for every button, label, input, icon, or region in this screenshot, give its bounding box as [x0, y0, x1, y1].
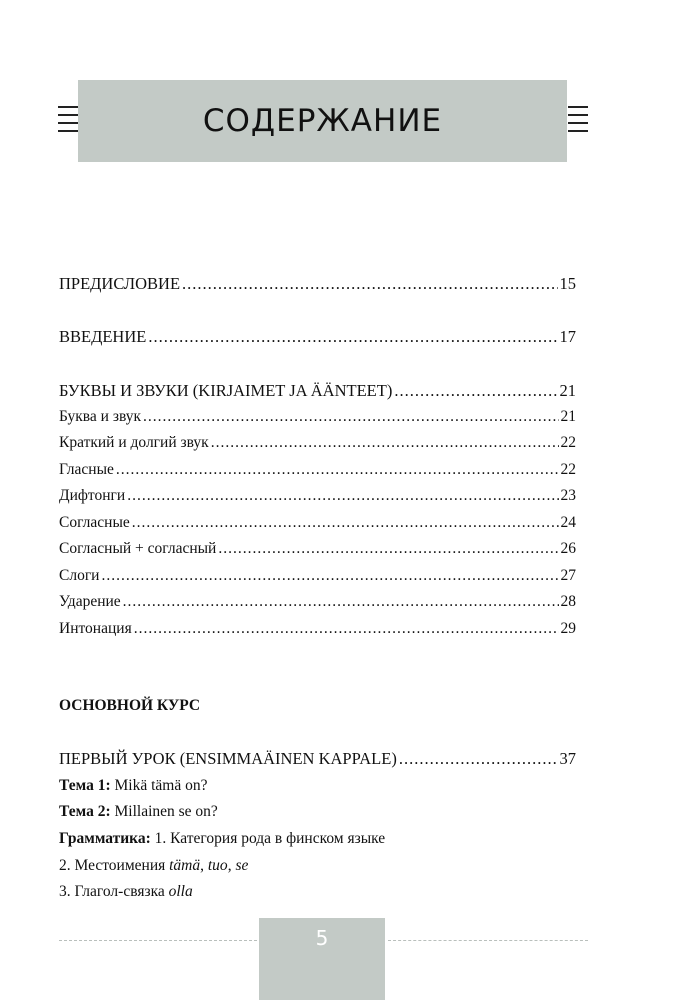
header-band [78, 80, 567, 162]
lesson-grammar-2 [59, 856, 248, 876]
lesson-topic-1 [59, 776, 207, 796]
topic-label: Тема 2: [59, 803, 111, 820]
topic-text: Mikä tämä on? [114, 777, 208, 794]
grammar-text: 2. Местоимения [59, 857, 166, 874]
leader-dots [143, 407, 558, 427]
lesson-grammar-3 [59, 882, 193, 902]
toc-subentry[interactable] [59, 433, 576, 453]
leader-dots [101, 566, 558, 586]
leader-dots [132, 513, 559, 533]
toc-subentry[interactable] [59, 460, 576, 480]
toc-entry-title: Дифтонги [59, 487, 126, 504]
toc-entry-page: 37 [559, 749, 576, 768]
toc-entry-title: Краткий и долгий звук [59, 434, 209, 451]
leader-dots [148, 327, 557, 347]
leader-dots [123, 592, 559, 612]
leader-dots [116, 460, 559, 480]
toc-entry-page: 21 [560, 408, 576, 425]
toc-subentry[interactable] [59, 619, 576, 639]
toc-entry-page: 21 [559, 381, 576, 400]
grammar-text: 3. Глагол-связка [59, 883, 165, 900]
toc-entry-page: 22 [560, 461, 576, 478]
toc-entry-title: Согласные [59, 514, 130, 531]
toc-entry-title: Согласный + согласный [59, 540, 217, 557]
grammar-sep: , [200, 857, 204, 874]
toc-entry-letters-and-sounds[interactable] [59, 381, 576, 401]
toc-entry-page: 15 [559, 274, 576, 293]
leader-dots [182, 274, 557, 294]
footer-divider-right [388, 940, 588, 941]
page-number: 5 [315, 926, 329, 950]
toc-entry-page: 23 [560, 487, 576, 504]
toc-entry-title: Гласные [59, 461, 114, 478]
header-bars-left-icon [58, 106, 78, 136]
topic-text: Millainen se on? [114, 803, 218, 820]
toc-subentry[interactable] [59, 539, 576, 559]
toc-subentry[interactable] [59, 513, 576, 533]
toc-subentry[interactable] [59, 566, 576, 586]
leader-dots [211, 433, 559, 453]
toc-entry-page: 22 [560, 434, 576, 451]
header-bars-right-icon [568, 106, 588, 136]
grammar-term: se [235, 857, 249, 874]
grammar-sep: , [227, 857, 232, 874]
toc-entry-page: 27 [560, 567, 576, 584]
toc-entry-page: 29 [560, 620, 576, 637]
grammar-text: 1. Категория рода в финском языке [154, 830, 386, 847]
grammar-label: Грамматика: [59, 830, 151, 847]
toc-entry-lesson-1[interactable] [59, 749, 576, 769]
toc-entry-page: 26 [560, 540, 576, 557]
leader-dots [218, 539, 558, 559]
footer-divider-left [59, 940, 257, 941]
toc-entry-page: 17 [559, 327, 576, 346]
toc-entry-title: Слоги [59, 567, 100, 584]
toc-entry-title: ПРЕДИСЛОВИЕ [59, 274, 181, 293]
toc-entry-page: 24 [560, 514, 576, 531]
course-heading: ОСНОВНОЙ КУРС [59, 697, 201, 714]
grammar-term: tämä [169, 857, 201, 874]
toc-subentry[interactable] [59, 486, 576, 506]
leader-dots [134, 619, 559, 639]
page-number-box [259, 918, 385, 1000]
grammar-term: olla [168, 883, 193, 900]
toc-entry-title: Буква и звук [59, 408, 142, 425]
leader-dots [127, 486, 558, 506]
toc-subentry[interactable] [59, 592, 576, 612]
toc-entry-title: Интонация [59, 620, 132, 637]
toc-entry-preface[interactable] [59, 274, 576, 294]
grammar-term: tuo [207, 857, 228, 874]
toc-entry-introduction[interactable] [59, 327, 576, 347]
leader-dots [394, 381, 557, 401]
toc-subentry[interactable] [59, 407, 576, 427]
leader-dots [399, 749, 558, 769]
page-title: СОДЕРЖАНИЕ [202, 103, 443, 139]
lesson-topic-2 [59, 802, 218, 822]
toc-entry-page: 28 [560, 593, 576, 610]
toc-entry-title: ПЕРВЫЙ УРОК (ENSIMMAÄINEN KAPPALE) [59, 749, 397, 768]
toc-entry-title: БУКВЫ И ЗВУКИ (KIRJAIMET JA ÄÄNTEET) [59, 381, 393, 400]
lesson-grammar [59, 829, 385, 849]
toc-entry-title: ВВЕДЕНИЕ [59, 327, 147, 346]
toc-entry-title: Ударение [59, 593, 121, 610]
topic-label: Тема 1: [59, 777, 111, 794]
